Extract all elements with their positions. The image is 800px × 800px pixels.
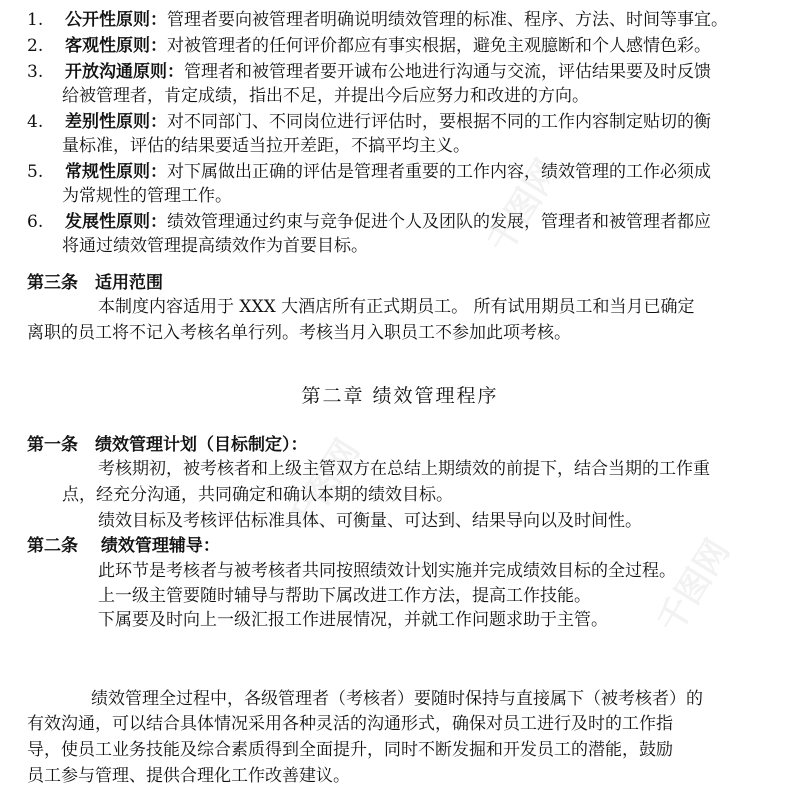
closing-paragraph-line: 有效沟通，可以结合具体情况采用各种灵活的沟通形式，确保对员工进行及时的工作指 xyxy=(27,714,673,734)
article-1-text: 绩效目标及考核评估标准具体、可衡量、可达到、结果导向以及时间性。 xyxy=(98,511,642,531)
principle-number: 3. xyxy=(27,62,44,82)
principle-1 xyxy=(27,9,728,31)
article-2-text: 上一级主管要随时辅导与帮助下属改进工作方法，提高工作技能。 xyxy=(98,586,591,606)
principle-text: 管理者要向被管理者明确说明绩效管理的标准、程序、方法、时间等事宜。 xyxy=(167,10,728,30)
article-3-text: 离职的员工将不记入考核名单行列。考核当月入职员工不参加此项考核。 xyxy=(27,323,571,343)
watermark: 千图网 xyxy=(279,432,368,541)
principle-5-continued: 为常规性的管理工作。 xyxy=(62,186,232,206)
principle-title: 常规性原则： xyxy=(65,162,167,182)
principle-text: 绩效管理通过约束与竞争促进个人及团队的发展，管理者和被管理者都应 xyxy=(167,212,711,232)
principle-title: 公开性原则： xyxy=(65,10,167,30)
principle-6 xyxy=(27,211,711,233)
article-1-heading: 第一条 绩效管理计划（目标制定）： xyxy=(27,435,308,455)
closing-paragraph-line: 导，使员工业务技能及综合素质得到全面提升，同时不断发掘和开发员工的潜能，鼓励 xyxy=(27,740,673,760)
principle-number: 4. xyxy=(27,112,44,132)
principle-2 xyxy=(27,35,711,57)
article-3-heading: 第三条 适用范围 xyxy=(27,273,163,293)
principle-number: 2. xyxy=(27,36,44,56)
principle-title: 差别性原则： xyxy=(65,112,167,132)
principle-5 xyxy=(27,161,711,183)
principle-4 xyxy=(27,111,711,133)
article-2-text: 下属要及时向上一级汇报工作进展情况，并就工作问题求助于主管。 xyxy=(98,610,608,630)
article-1-text: 考核期初，被考核者和上级主管双方在总结上期绩效的前提下，结合当期的工作重 xyxy=(98,459,710,479)
closing-paragraph-line: 绩效管理全过程中，各级管理者（考核者）要随时保持与直接属下（被考核者）的 xyxy=(91,689,703,709)
principle-number: 6. xyxy=(27,212,44,232)
watermark: 千图网 xyxy=(479,152,568,261)
principle-4-continued: 量标准，评估的结果要适当拉开差距，不搞平均主义。 xyxy=(62,136,470,156)
article-2-text: 此环节是考核者与被考核者共同按照绩效计划实施并完成绩效目标的全过程。 xyxy=(98,561,676,581)
principle-text: 管理者和被管理者要开诚布公地进行沟通与交流，评估结果要及时反馈 xyxy=(184,62,711,82)
principle-text: 对不同部门、不同岗位进行评估时，要根据不同的工作内容制定贴切的衡 xyxy=(167,112,711,132)
principle-3-continued: 给被管理者，肯定成绩，指出不足，并提出今后应努力和改进的方向。 xyxy=(62,86,589,106)
principle-title: 开放沟通原则： xyxy=(65,62,184,82)
principle-number: 5. xyxy=(27,162,44,182)
principle-6-continued: 将通过绩效管理提高绩效作为首要目标。 xyxy=(62,236,368,256)
article-2-heading: 第二条 绩效管理辅导： xyxy=(27,536,220,556)
principle-text: 对被管理者的任何评价都应有事实根据，避免主观臆断和个人感情色彩。 xyxy=(167,36,711,56)
chapter-title: 第二章 绩效管理程序 xyxy=(301,385,499,407)
watermark: 千图网 xyxy=(649,532,738,641)
principle-title: 客观性原则： xyxy=(65,36,167,56)
principle-title: 发展性原则： xyxy=(65,212,167,232)
closing-paragraph-line: 员工参与管理、提供合理化工作改善建议。 xyxy=(27,766,350,786)
principle-3 xyxy=(27,61,711,83)
article-1-text: 点，经充分沟通，共同确定和确认本期的绩效目标。 xyxy=(62,485,453,505)
article-3-text: 本制度内容适用于 XXX 大酒店所有正式期员工。 所有试用期员工和当月已确定 xyxy=(98,297,695,317)
principle-number: 1. xyxy=(27,10,44,30)
principle-text: 对下属做出正确的评估是管理者重要的工作内容，绩效管理的工作必须成 xyxy=(167,162,711,182)
